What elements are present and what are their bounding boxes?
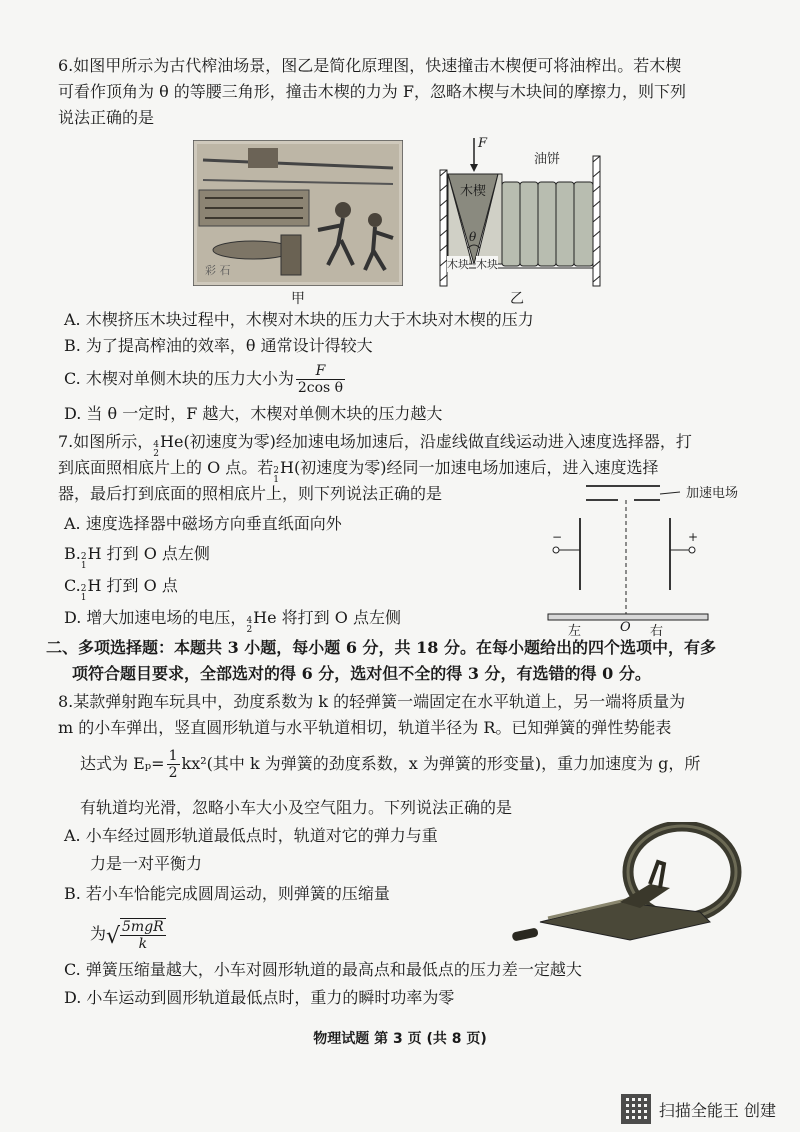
force-label: F	[478, 136, 488, 151]
q7-option-a: A. 速度选择器中磁场方向垂直纸面向外	[64, 514, 342, 533]
q7-option-d-text: D. 增大加速电场的电压，	[64, 608, 247, 627]
h-mass-number: 2	[80, 584, 87, 594]
q7-option-b	[64, 542, 210, 571]
q6-option-c-text: C. 木楔对单侧木块的压力大小为	[64, 369, 294, 388]
q7-stem-line-3: 器，最后打到底面的照相底片上，则下列说法正确的是	[58, 484, 443, 503]
theta-label: θ	[469, 230, 477, 244]
he-mass-number: 4	[246, 616, 253, 626]
figure-yi-caption: 乙	[510, 291, 524, 307]
q8-stem-line-3	[80, 746, 700, 782]
q7-stem-text-2: 到底面照相底片上的 O 点。若	[58, 458, 274, 477]
figure-jia-caption: 甲	[291, 291, 305, 307]
q8-stem-line-2: m 的小车弹出，竖直圆形轨道与水平轨道相切，轨道半径为 R。已知弹簧的弹性势能表	[58, 718, 672, 737]
q8-stem-line-4: 有轨道均光滑，忽略小车大小及空气阻力。下列说法正确的是	[80, 798, 513, 817]
deuterium-nuclide	[81, 553, 88, 571]
q8-option-a-line-2: 力是一对平衡力	[90, 854, 203, 873]
watermark-text: 扫描全能王 创建	[658, 1100, 776, 1120]
q7-stem-text-cont: He(初速度为零)经加速电场加速后，沿虚线做直线运动进入速度选择器，打	[160, 432, 692, 451]
q6-option-c	[64, 362, 347, 396]
q8-energy-formula-suffix: kx²(其中 k 为弹簧的劲度系数，x 为弹簧的形变量)，重力加速度为 g，所	[181, 754, 701, 773]
velocity-selector-diagram	[540, 478, 780, 638]
plus-terminal-label: +	[688, 530, 699, 544]
q8-option-b-line-1: B. 若小车恰能完成圆周运动，则弹簧的压缩量	[64, 884, 390, 903]
he-charge-number: 2	[153, 449, 160, 459]
deuterium-nuclide	[81, 585, 88, 603]
oil-cake-label: 油饼	[534, 152, 561, 167]
q8-option-d: D. 小车运动到圆形轨道最低点时，重力的瞬时功率为零	[64, 988, 455, 1007]
right-block-label: 木块	[476, 258, 498, 271]
q8-option-b-line-2	[90, 914, 168, 954]
q8-option-a-line-1: A. 小车经过圆形轨道最低点时，轨道对它的弹力与重	[64, 826, 438, 845]
qr-code-icon	[621, 1094, 651, 1124]
q7-option-c	[64, 574, 178, 603]
oil-press-illustration	[193, 140, 403, 286]
loop-track-toy-photo	[500, 822, 750, 954]
q6-option-b: B. 为了提高榨油的效率，θ 通常设计得较大	[64, 336, 373, 355]
fraction-numerator: 1	[168, 748, 178, 764]
q7-stem-text: 7.如图所示，	[58, 432, 154, 451]
fraction-numerator: F	[296, 363, 345, 380]
h-charge-number: 1	[80, 561, 87, 571]
minus-terminal-label: −	[552, 530, 563, 544]
q7-option-d-text-cont: He 将打到 O 点左侧	[253, 608, 401, 627]
fraction-numerator: √ 5mgR	[122, 919, 164, 935]
accelerating-field-label: 加速电场	[686, 486, 739, 501]
left-block-label: 木块	[447, 258, 469, 271]
q7-stem-line-1	[58, 430, 758, 459]
q6-stem-line-1: 6.如图甲所示为古代榨油场景，图乙是简化原理图，快速撞击木楔便可将油榨出。若木楔	[58, 56, 682, 75]
fraction-denominator: 2cos θ	[297, 380, 344, 396]
scanner-watermark	[621, 1094, 776, 1124]
q7-option-d	[64, 606, 401, 635]
he-charge-number: 2	[246, 625, 253, 635]
h-charge-number: 1	[80, 593, 87, 603]
q7-stem-text-2-cont: H(初速度为零)经同一加速电场加速后，进入速度选择	[280, 458, 659, 477]
section-2-heading-line-1: 二、多项选择题：本题共 3 小题，每小题 6 分，共 18 分。在每小题给出的四个选项中，有多	[46, 638, 716, 657]
wedge-label: 木楔	[460, 184, 487, 199]
left-label: 左	[568, 624, 582, 639]
fraction-denominator: k	[138, 936, 148, 952]
q6-option-d: D. 当 θ 一定时，F 越大，木楔对单侧木块的压力越大	[64, 404, 443, 423]
sqrt-fraction	[120, 918, 166, 952]
q6-stem-line-3: 说法正确的是	[58, 108, 155, 127]
q7-option-c-text: H 打到 O 点	[87, 576, 178, 595]
q7-option-b-text: H 打到 O 点左侧	[87, 544, 210, 563]
section-2-heading-line-2: 项符合题目要求，全部选对的得 6 分，选对但不全的得 3 分，有选错的得 0 分。	[72, 664, 651, 683]
q6-option-c-fraction	[296, 363, 345, 396]
q8-option-c: C. 弹簧压缩量越大，小车对圆形轨道的最高点和最低点的压力差一定越大	[64, 960, 582, 979]
fraction-denominator: 2	[168, 765, 178, 781]
wedge-diagram	[438, 136, 608, 288]
h-charge-number: 1	[273, 475, 280, 485]
q8-energy-formula-prefix: 达式为 Eₚ=	[80, 754, 165, 773]
right-label: 右	[650, 624, 664, 639]
q8-half-fraction	[167, 748, 180, 781]
h-mass-number: 2	[273, 466, 280, 476]
q8-option-b-prefix: 为	[90, 924, 107, 943]
sqrt-expression	[106, 915, 168, 955]
page-footer: 物理试题 第 3 页 (共 8 页)	[313, 1031, 487, 1047]
he-mass-number: 4	[153, 440, 160, 450]
q8-stem-line-1: 8.某款弹射跑车玩具中，劲度系数为 k 的轻弹簧一端固定在水平轨道上，另一端将质量为	[58, 692, 686, 711]
q6-stem-line-2: 可看作顶角为 θ 的等腰三角形，撞击木楔的力为 F，忽略木楔与木块间的摩擦力，则下列	[58, 82, 686, 101]
q6-option-a: A. 木楔挤压木块过程中，木楔对木块的压力大于木块对木楔的压力	[64, 310, 534, 329]
h-mass-number: 2	[80, 552, 87, 562]
q7-option-b-letter: B.	[64, 544, 81, 563]
q7-option-c-letter: C.	[64, 576, 81, 595]
svg-text:彩 石: 彩 石	[205, 264, 231, 277]
point-o-label: O	[620, 620, 631, 635]
